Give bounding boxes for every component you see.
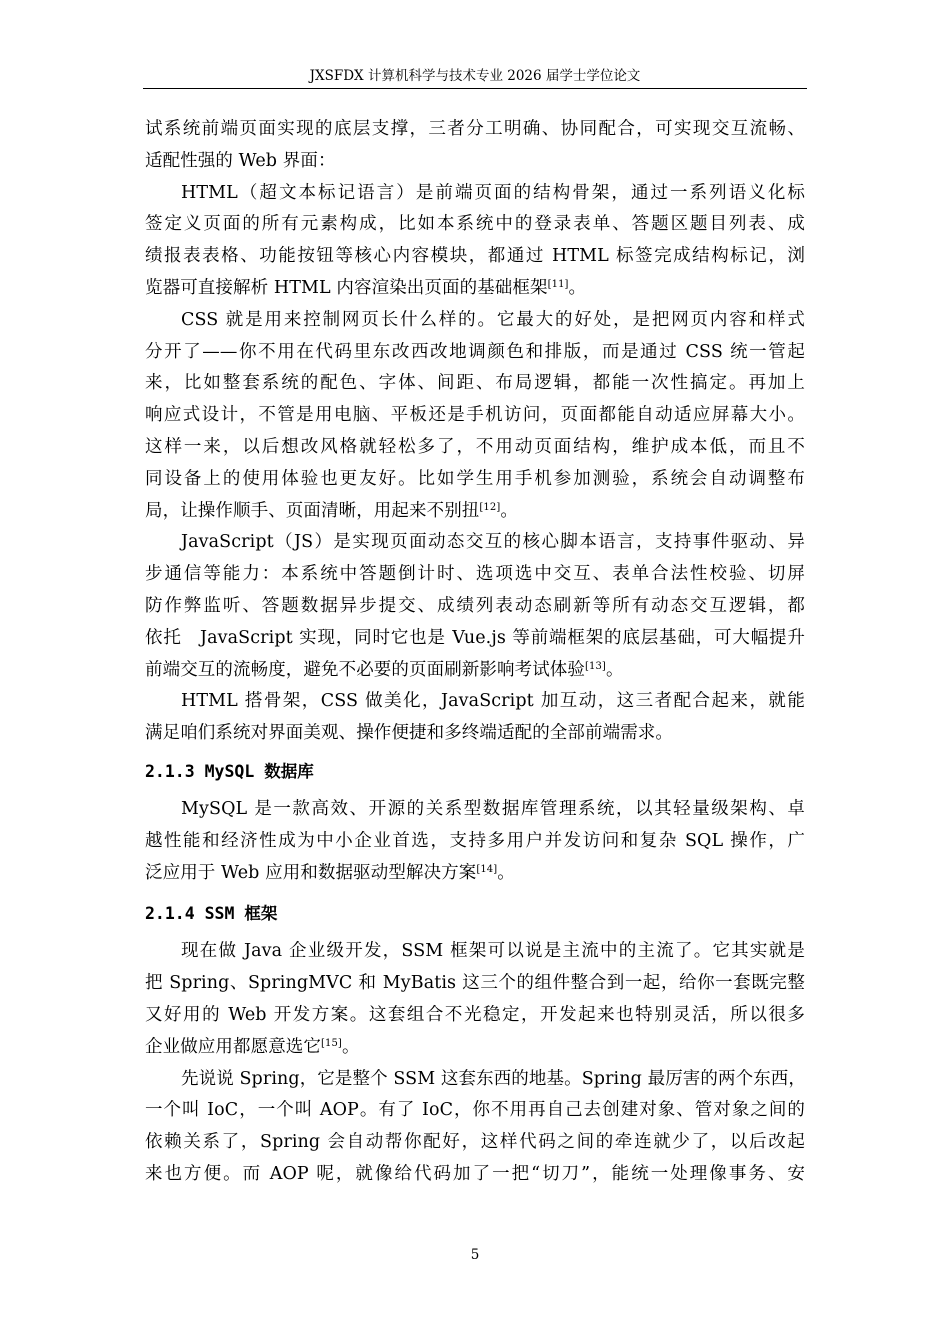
text-line: 览器可直接解析 HTML 内容渲染出页面的基础框架	[145, 277, 548, 298]
text-line: 局，让操作顺手、页面清晰，用起来不别扭	[145, 500, 480, 521]
thesis-body	[145, 114, 805, 1191]
paragraph-ssm	[145, 936, 805, 1063]
paragraph-html	[145, 178, 805, 305]
text-line: 把 Spring、SpringMVC 和 MyBatis 这三个的组件整合到一起，给你一套既完整	[145, 973, 805, 994]
text-line: HTML 搭骨架，CSS 做美化，JavaScript 加互动，这三者配合起来，就能	[181, 691, 805, 712]
text-line: 适配性强的 Web 界面：	[145, 150, 336, 171]
text-line: 来，比如整套系统的配色、字体、间距、布局逻辑，都能一次性搞定。再加上	[145, 373, 805, 394]
text-line: 响应式设计，不管是用电脑、平板还是手机访问，页面都能自动适应屏幕大小。	[145, 405, 805, 426]
text-line: 分开了——你不用在代码里东改西改地调颜色和排版，而是通过 CSS 统一管起	[145, 341, 805, 362]
citation-ref: [13]	[585, 660, 606, 672]
citation-ref: [15]	[321, 1037, 342, 1049]
text-line: 依赖关系了，Spring 会自动帮你配好，这样代码之间的牵连就少了，以后改起	[145, 1132, 805, 1153]
text-line: 先说说 Spring，它是整个 SSM 这套东西的地基。Spring 最厉害的两个东西，	[181, 1068, 806, 1089]
text-line: 越性能和经济性成为中小企业首选，支持多用户并发访问和复杂 SQL 操作，广	[145, 830, 805, 851]
text-line: 来也方便。而 AOP 呢，就像给代码加了一把“切刀”，能统一处理像事务、安	[145, 1163, 805, 1184]
text-line: 依托 JavaScript 实现，同时它也是 Vue.js 等前端框架的底层基础，可大幅提升	[145, 627, 805, 648]
sentence-end: 。	[341, 1036, 360, 1057]
paragraph-javascript	[145, 527, 805, 686]
text-line: 签定义页面的所有元素构成，比如本系统中的登录表单、答题区题目列表、成	[145, 214, 805, 235]
page-number: 5	[470, 1247, 480, 1263]
citation-ref: [12]	[479, 501, 501, 513]
section-heading-ssm: 2.1.4 SSM 框架	[145, 904, 278, 924]
text-line: 企业做应用都愿意选它	[145, 1036, 321, 1057]
text-line-last	[145, 655, 805, 687]
text-line: 同设备上的使用体验也更友好。比如学生用手机参加测验，系统会自动调整布	[145, 468, 805, 489]
text-line: 这样一来，以后想改风格就轻松多了，不用动页面结构，维护成本低，而且不	[145, 436, 805, 457]
text-line: 步通信等能力：本系统中答题倒计时、选项选中交互、表单合法性校验、切屏	[145, 564, 805, 585]
text-line-last	[145, 858, 805, 890]
text-line-last	[145, 273, 805, 305]
text-line: CSS 就是用来控制网页长什么样的。它最大的好处，是把网页内容和样式	[181, 309, 805, 330]
paragraph-mysql	[145, 794, 805, 889]
text-line: 绩报表表格、功能按钮等核心内容模块，都通过 HTML 标签完成结构标记，浏	[145, 246, 805, 267]
text-line: 又好用的 Web 开发方案。这套组合不光稳定，开发起来也特别灵活，所以很多	[145, 1004, 805, 1025]
text-line: 一个叫 IoC，一个叫 AOP。有了 IoC，你不用再自己去创建对象、管对象之间的	[145, 1100, 805, 1121]
sentence-end: 。	[497, 862, 515, 883]
text-line-last	[145, 496, 805, 528]
text-line: 试系统前端页面实现的底层支撑，三者分工明确、协同配合，可实现交互流畅、	[145, 119, 805, 139]
text-line: 防作弊监听、答题数据异步提交、成绩列表动态刷新等所有动态交互逻辑，都	[145, 595, 805, 616]
text-line: HTML（超文本标记语言）是前端页面的结构骨架，通过一系列语义化标	[181, 182, 805, 203]
text-line-last	[145, 1032, 805, 1064]
text-line: MySQL 是一款高效、开源的关系型数据库管理系统，以其轻量级架构、卓	[181, 798, 805, 819]
sentence-end: 。	[605, 659, 624, 680]
sentence-end: 。	[500, 500, 518, 521]
paragraph-summary	[145, 686, 805, 750]
text-line: 泛应用于 Web 应用和数据驱动型解决方案	[145, 862, 477, 883]
sentence-end: 。	[568, 277, 587, 298]
text-line: 现在做 Java 企业级开发，SSM 框架可以说是主流中的主流了。它其实就是	[181, 941, 805, 962]
paragraph-css	[145, 305, 805, 528]
text-line: 前端交互的流畅度，避免不必要的页面刷新影响考试体验	[145, 659, 585, 680]
text-line: 满足咱们系统对界面美观、操作便捷和多终端适配的全部前端需求。	[145, 723, 673, 744]
page-header: JXSFDX 计算机科学与技术专业 2026 届学士学位论文	[143, 66, 807, 89]
paragraph-intro	[145, 114, 805, 178]
text-line: JavaScript（JS）是实现页面动态交互的核心脚本语言，支持事件驱动、异	[181, 532, 805, 553]
citation-ref: [11]	[547, 278, 569, 290]
section-heading-mysql: 2.1.3 MySQL 数据库	[145, 761, 314, 781]
paragraph-spring	[145, 1064, 805, 1191]
citation-ref: [14]	[476, 863, 498, 875]
